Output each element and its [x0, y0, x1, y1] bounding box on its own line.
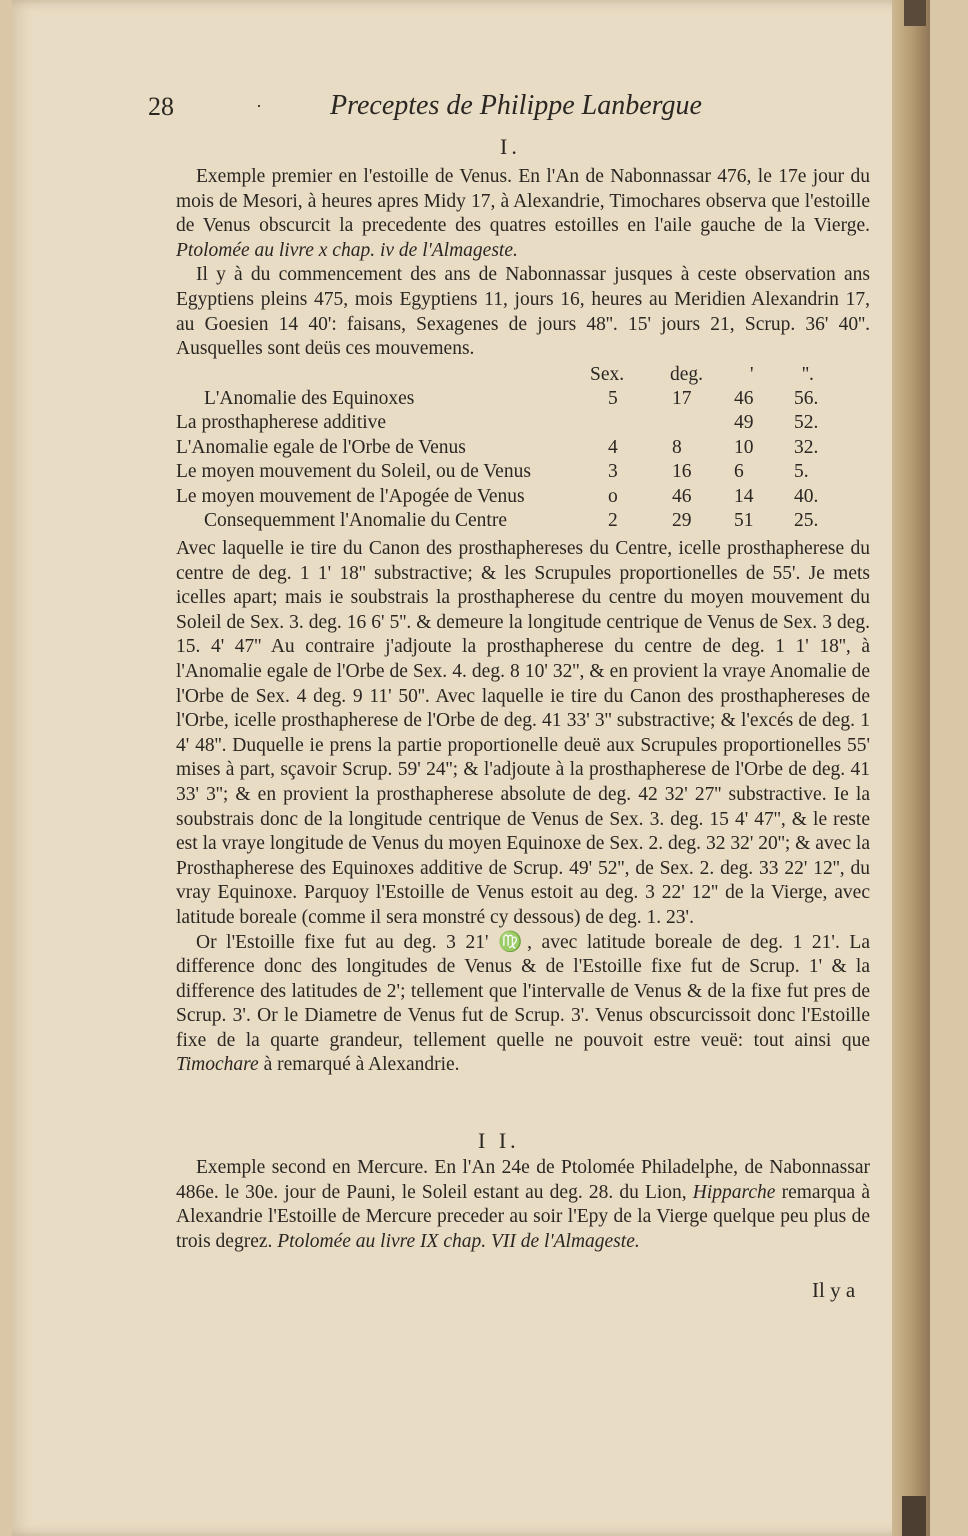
column-header-deg: deg.	[670, 364, 704, 385]
cell-sex: 3	[608, 461, 618, 483]
cell-sec: 52.	[794, 412, 819, 434]
cell-sec: 32.	[794, 436, 819, 458]
cell-sex: 4	[608, 436, 618, 458]
paragraph-text: Or l'Estoille fixe fut au deg. 3 21' ♍, avec latitude boreale de deg. 1 21'. La difference donc des longitudes de Venus & de l'Estoille fixe fut de Scrup. 1' & la difference des latitudes de 2'; tellement que l'intervalle de Venus & de la fixe fut pres de Scrup. 3'. Or le Diametre de Venus fut de Scrup. 3'. Venus obscurcissoit donc l'Estoille fixe de la quarte grandeur, tellement quelle ne pouvoit estre veuë: tout ainsi que	[176, 931, 870, 1051]
paragraph-text: Exemple premier en l'estoille de Venus. En l'An de Nabonnassar 476, le 17e jour du mois de Mesori, à heures apres Midy 17, à Alexandrie, Timochares observa que l'estoille de Venus obscurcit la precedente des quatres estoilles en l'aile gauche de la Vierge.	[176, 166, 870, 237]
reference-citation: Ptolomée au livre IX chap. VII de l'Almageste.	[277, 1230, 640, 1252]
cell-min: 6	[734, 461, 744, 483]
table-row	[176, 437, 870, 461]
column-header-minutes: '	[750, 364, 754, 385]
cell-min: 49	[734, 412, 754, 434]
reference-citation: Ptolomée au livre x chap. iv de l'Almageste.	[176, 239, 518, 261]
table-row	[176, 412, 870, 436]
cell-sec: 25.	[794, 509, 819, 531]
row-label: L'Anomalie des Equinoxes	[204, 388, 415, 409]
cell-min: 51	[734, 509, 754, 531]
cell-min: 46	[734, 388, 754, 409]
cell-min: 10	[734, 436, 754, 458]
catchword: Il y a	[812, 1278, 856, 1302]
paragraph	[176, 165, 870, 263]
table-column-headers	[590, 364, 830, 388]
cell-sec: 56.	[794, 388, 819, 409]
paragraph	[176, 931, 870, 1079]
row-label: Le moyen mouvement de l'Apogée de Venus	[176, 485, 525, 507]
column-header-seconds: ''.	[802, 364, 814, 385]
header-ornament: ·	[256, 96, 262, 116]
section-1-continued	[176, 537, 870, 1078]
proper-name: Timochare	[176, 1054, 259, 1076]
table-row	[176, 461, 870, 485]
paragraph: Il y à du commencement des ans de Nabonnassar jusques à ceste observation ans Egyptiens pleins 475, mois Egyptiens 11, jours 16, heures au Meridien Alexandrin 17, au Goesien 14 40': faisans, Sexagenes de jours 48''. 15' jours 21, Scrup. 36' 40''. Ausquelles sont deüs ces mouvemens.	[176, 264, 870, 360]
section-2-text	[176, 1156, 870, 1254]
section-number-2: I I.	[478, 1128, 520, 1153]
page-number: 28	[148, 92, 174, 121]
row-label: Consequemment l'Anomalie du Centre	[204, 509, 507, 531]
paragraph-text-end: à remarqué à Alexandrie.	[263, 1054, 460, 1076]
column-header-sex: Sex.	[590, 364, 625, 385]
cell-sex: 5	[608, 388, 618, 409]
cell-deg: 29	[672, 509, 692, 531]
cell-sec: 5.	[794, 461, 809, 483]
row-label: L'Anomalie egale de l'Orbe de Venus	[176, 436, 466, 458]
cell-deg: 8	[672, 436, 682, 458]
row-label: La prosthapherese additive	[176, 412, 387, 434]
book-binding-edge	[892, 0, 930, 1536]
paragraph-text-mid: remarqua à Alexandrie l'Estoille de Mercure preceder au soir l'Epy de la Vierge quelque peu plus de trois degrez.	[176, 1181, 870, 1252]
section-number-1: I.	[500, 134, 521, 159]
page-header	[148, 90, 788, 130]
cell-min: 14	[734, 485, 754, 507]
cell-sex: 2	[608, 509, 618, 531]
paragraph	[176, 1156, 870, 1254]
table-row	[176, 486, 870, 510]
paragraph: Avec laquelle ie tire du Canon des prosthaphereses du Centre, icelle prosthapherese du centre de deg. 1 1' 18'' substractive; & les Scrupules proportionelles de 55'. Je mets icelles apart; mais ie soubstrais la prosthapherese du centre du moyen mouvement du Soleil de Sex. 3. deg. 16 6' 5''. & demeure la longitude centrique de Venus de Sex. 3 deg. 15. 4' 47'' Au contraire j'adjoute la prosthapherese du centre de deg. 1 1' 18'', à l'Anomalie egale de l'Orbe de Sex. 4. deg. 8 10' 32'', & en provient la vraye Anomalie de l'Orbe de Sex. 4 deg. 9 11' 50''. Avec laquelle ie tire du Canon des prosthaphereses de l'Orbe, icelle prosthapherese de l'Orbe de deg. 41 33' 3'' substractive; & l'excés de deg. 1 4' 48''. Duquelle ie prens la partie proportionelle deuë aux Scrupules proportionelles 55' mises à part, sçavoir Scrup. 59' 24''; & l'adjoute à la prosthapherese de l'Orbe de deg. 41 33' 3''; & en provient la prosthapherese absolute de deg. 42 32' 27'' substractive. Ie la soubstrais donc de la longitude centrique de Venus de Sex. 3. deg. 15 4' 47'', & le reste est la vraye longitude de Venus du moyen Equinoxe de Sex. 2. deg. 32 32' 20''; & avec la Prosthapherese des Equinoxes additive de Scrup. 49' 52'', de Sex. 2. deg. 33 22' 12'', du vray Equinoxe. Parquoy l'Estoille de Venus estoit au deg. 3 22' 12'' de la Vierge, avec latitude boreale (comme il sera monstré cy dessous) de deg. 1. 23'.	[176, 538, 870, 928]
section-1-text	[176, 165, 870, 362]
cell-sec: 40.	[794, 485, 819, 507]
table-row	[176, 388, 870, 412]
running-title: Preceptes de Philippe Lanbergue	[330, 90, 702, 121]
paragraph-text: Exemple second en Mercure. En l'An 24e de Ptolomée Philadelphe, de Nabonnassar 486e. le 30e. jour de Pauni, le Soleil estant au deg. 28. du Lion,	[176, 1157, 870, 1203]
cell-deg: 17	[672, 388, 692, 409]
cell-deg: 16	[672, 461, 692, 483]
row-label: Le moyen mouvement du Soleil, ou de Venus	[176, 461, 531, 483]
table-row	[176, 510, 870, 534]
proper-name: Hipparche	[692, 1181, 776, 1203]
binding-tab-top	[904, 0, 926, 26]
binding-tab-bottom	[902, 1496, 926, 1536]
cell-sex: o	[608, 485, 618, 507]
astronomical-table	[176, 388, 870, 534]
cell-deg: 46	[672, 485, 692, 507]
